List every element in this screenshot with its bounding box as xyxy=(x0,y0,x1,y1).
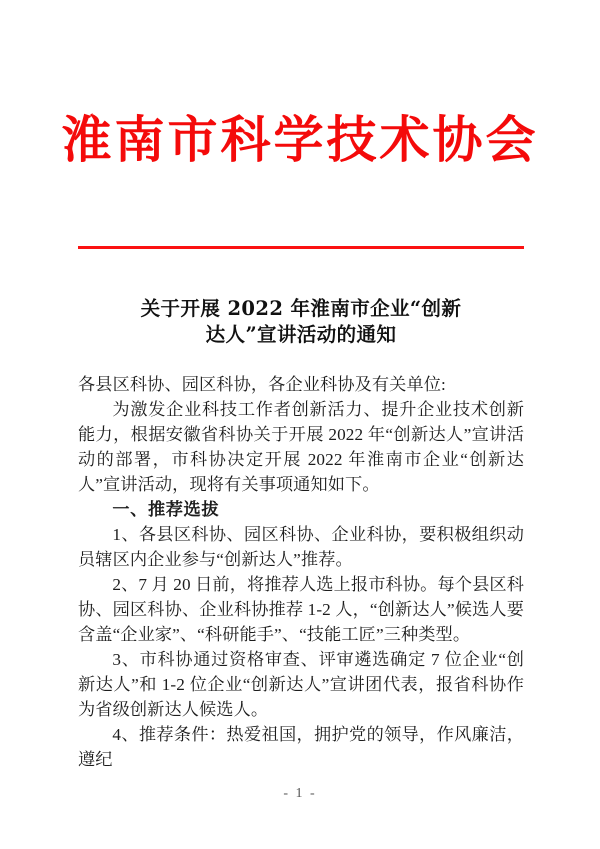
intro-paragraph: 为激发企业科技工作者创新活力、提升企业技术创新能力，根据安徽省科协关于开展 2022 年“创新达人”宣讲活动的部署，市科协决定开展 2022 年淮南市企业“创新达人”宣讲活动，现将有关事项通知如下。 xyxy=(78,400,524,494)
letterhead xyxy=(0,112,600,168)
letterhead-divider-rule xyxy=(78,246,524,249)
section-1-item-3: 3、市科协通过资格审查、评审遴选确定 7 位企业“创新达人”和 1-2 位企业“创新达人”宣讲团代表，报省科协作为省级创新达人候选人。 xyxy=(78,650,524,719)
document-body xyxy=(78,372,524,772)
section-1-item-2: 2、7 月 20 日前，将推荐人选上报市科协。每个县区科协、园区科协、企业科协推荐 1-2 人，“创新达人”候选人要含盖“企业家”、“科研能手”、“技能工匠”三种类型。 xyxy=(78,575,524,644)
salutation-line: 各县区科协、园区科协，各企业科协及有关单位: xyxy=(78,375,446,394)
section-heading-1: 一、推荐选拔 xyxy=(112,500,220,519)
section-1-item-4: 4、推荐条件：热爱祖国，拥护党的领导，作风廉洁，遵纪 xyxy=(78,725,524,769)
document-title-line-2: 达人”宣讲活动的通知 xyxy=(205,323,397,346)
page-number-footer: - 1 - xyxy=(283,786,317,801)
document-title-line-1: 关于开展 2022 年淮南市企业“创新 xyxy=(140,297,462,320)
section-1-item-1: 1、各县区科协、园区科协、企业科协，要积极组织动员辖区内企业参与“创新达人”推荐。 xyxy=(78,525,524,569)
letterhead-organization-name: 淮南市科学技术协会 xyxy=(61,110,539,169)
document-title xyxy=(78,296,524,348)
